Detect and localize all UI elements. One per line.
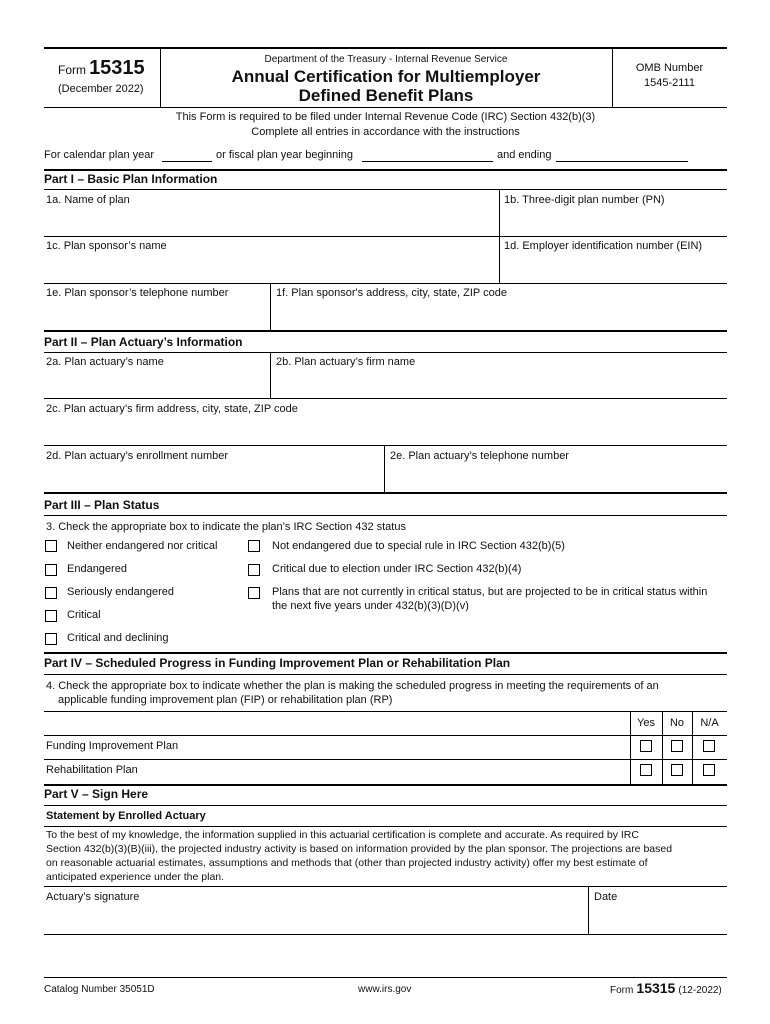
part4-table-top-rule [44,711,727,712]
agency-line: Department of the Treasury - Internal Revenue Service [264,54,508,65]
status-neither-checkbox[interactable] [45,540,57,552]
footer-form-revision: (12-2022) [678,985,722,996]
field-1b-label[interactable]: 1b. Three-digit plan number (PN) [504,194,665,206]
status-endangered-checkbox[interactable] [45,564,57,576]
form-title-line2: Defined Benefit Plans [298,86,474,105]
status-not-endangered-label: Not endangered due to special rule in IRC Section 432(b)(5) [272,540,565,552]
part2-title-rule [44,352,727,353]
form-number: 15315 [89,57,145,79]
part1-title-rule [44,189,727,190]
form-number-block [58,57,145,80]
status-endangered-label: Endangered [67,563,127,575]
field-1e-label[interactable]: 1e. Plan sponsor’s telephone number [46,287,229,299]
part2-row2-rule [44,445,727,446]
status-neither-label: Neither endangered nor critical [67,540,218,552]
statement-line4: anticipated experience under the plan. [46,871,225,883]
part3-instruction: 3. Check the appropriate box to indicate the plan’s IRC Section 432 status [46,521,406,533]
part2-divider-1 [270,352,271,398]
fip-yes-checkbox[interactable] [640,740,652,752]
catalog-number: Catalog Number 35051D [44,984,155,995]
part4-title: Part IV – Scheduled Progress in Funding Improvement Plan or Rehabilitation Plan [44,656,511,670]
part3-top-rule [44,492,727,494]
statement-heading-rule [44,826,727,827]
status-seriously-endangered-checkbox[interactable] [45,587,57,599]
status-seriously-endangered-label: Seriously endangered [67,586,175,598]
status-critical-label: Critical [67,609,101,621]
signature-bottom-rule [44,934,727,935]
rp-na-checkbox[interactable] [703,764,715,776]
fiscal-year-label: or fiscal plan year beginning [216,149,353,161]
status-critical-election-checkbox[interactable] [248,564,260,576]
header-top-rule [44,47,727,49]
part2-title: Part II – Plan Actuary’s Information [44,335,243,349]
signature-top-rule [44,886,727,887]
part4-instruction-line1: 4. Check the appropriate box to indicate whether the plan is making the scheduled progress in meeting the requirements of an [46,680,659,692]
part5-title: Part V – Sign Here [44,787,149,801]
footer-form-id [610,980,722,996]
statement-line2: Section 432(b)(3)(B)(iii), the projected industry activity is based on information provided by the plan sponsor. The projections are based [46,843,673,855]
status-critical-election-label: Critical due to election under IRC Section 432(b)(4) [272,563,522,575]
part2-divider-2 [384,445,385,492]
part4-instruction-line2: applicable funding improvement plan (FIP) or rehabilitation plan (RP) [58,694,393,706]
form-date: (December 2022) [58,83,144,95]
field-1f-label[interactable]: 1f. Plan sponsor's address, city, state, ZIP code [276,287,507,299]
field-2b-label[interactable]: 2b. Plan actuary’s firm name [276,356,416,368]
status-projected-critical-label-line1: Plans that are not currently in critical status, but are projected to be in critical status within [272,586,708,598]
footer-form-number: 15315 [636,980,676,996]
fip-no-checkbox[interactable] [671,740,683,752]
col-na-header: N/A [700,717,719,729]
date-label[interactable]: Date [594,891,618,903]
status-projected-critical-label-line2: the next five years under 432(b)(3)(D)(v) [272,600,469,612]
part1-row1-rule [44,236,727,237]
status-critical-declining-label: Critical and declining [67,632,169,644]
fip-na-checkbox[interactable] [703,740,715,752]
part2-top-rule [44,330,727,332]
part5-top-rule [44,784,727,786]
fiscal-begin-field[interactable] [362,149,493,162]
row-rp-label: Rehabilitation Plan [46,764,138,776]
part4-header-rule [44,735,727,736]
complete-instruction: Complete all entries in accordance with the instructions [251,126,520,138]
part2-row1-rule [44,398,727,399]
col-no-header: No [669,717,685,729]
header-bottom-rule [44,107,727,108]
part1-top-rule [44,169,727,171]
statement-line1: To the best of my knowledge, the information supplied in this actuarial certification is complete and accurate. As required by IRC [46,829,639,841]
rp-no-checkbox[interactable] [671,764,683,776]
row-fip-label: Funding Improvement Plan [46,740,179,752]
footer-rule [44,977,727,978]
calendar-year-field[interactable] [162,149,212,162]
form-title-line1: Annual Certification for Multiemployer [231,67,541,86]
status-projected-critical-checkbox[interactable] [248,587,260,599]
signature-date-divider [588,886,589,934]
field-1d-label[interactable]: 1d. Employer identification number (EIN) [504,240,703,252]
part4-top-rule [44,652,727,654]
part1-divider-2 [270,283,271,330]
website: www.irs.gov [358,984,412,995]
omb-label: OMB Number [635,62,704,74]
filing-instruction: This Form is required to be filed under Internal Revenue Code (IRC) Section 432(b)(3) [175,111,596,123]
part4-title-rule [44,674,727,675]
omb-number: 1545-2111 [644,77,695,89]
part4-row1-rule [44,759,727,760]
field-2e-label[interactable]: 2e. Plan actuary’s telephone number [390,450,569,462]
part5-title-rule [44,805,727,806]
status-critical-declining-checkbox[interactable] [45,633,57,645]
field-2d-label[interactable]: 2d. Plan actuary’s enrollment number [46,450,229,462]
status-critical-checkbox[interactable] [45,610,57,622]
signature-label[interactable]: Actuary’s signature [46,891,140,903]
ending-label: and ending [497,149,552,161]
statement-heading: Statement by Enrolled Actuary [46,810,206,822]
part1-row2-rule [44,283,727,284]
form-word: Form [58,63,86,77]
footer-form-word: Form [610,985,634,996]
part3-title-rule [44,515,727,516]
part1-title: Part I – Basic Plan Information [44,172,218,186]
field-1c-label[interactable]: 1c. Plan sponsor’s name [46,240,167,252]
field-1a-label[interactable]: 1a. Name of plan [46,194,130,206]
field-2a-label[interactable]: 2a. Plan actuary’s name [46,356,164,368]
statement-line3: on reasonable actuarial estimates, assumptions and methods that (other than projected industry activity) offer my best estimate of [46,857,648,869]
status-not-endangered-checkbox[interactable] [248,540,260,552]
calendar-year-label: For calendar plan year [44,149,155,161]
rp-yes-checkbox[interactable] [640,764,652,776]
ending-field[interactable] [556,149,688,162]
col-yes-header: Yes [637,717,655,729]
field-2c-label[interactable]: 2c. Plan actuary’s firm address, city, state, ZIP code [46,403,298,415]
part3-title: Part III – Plan Status [44,498,160,512]
